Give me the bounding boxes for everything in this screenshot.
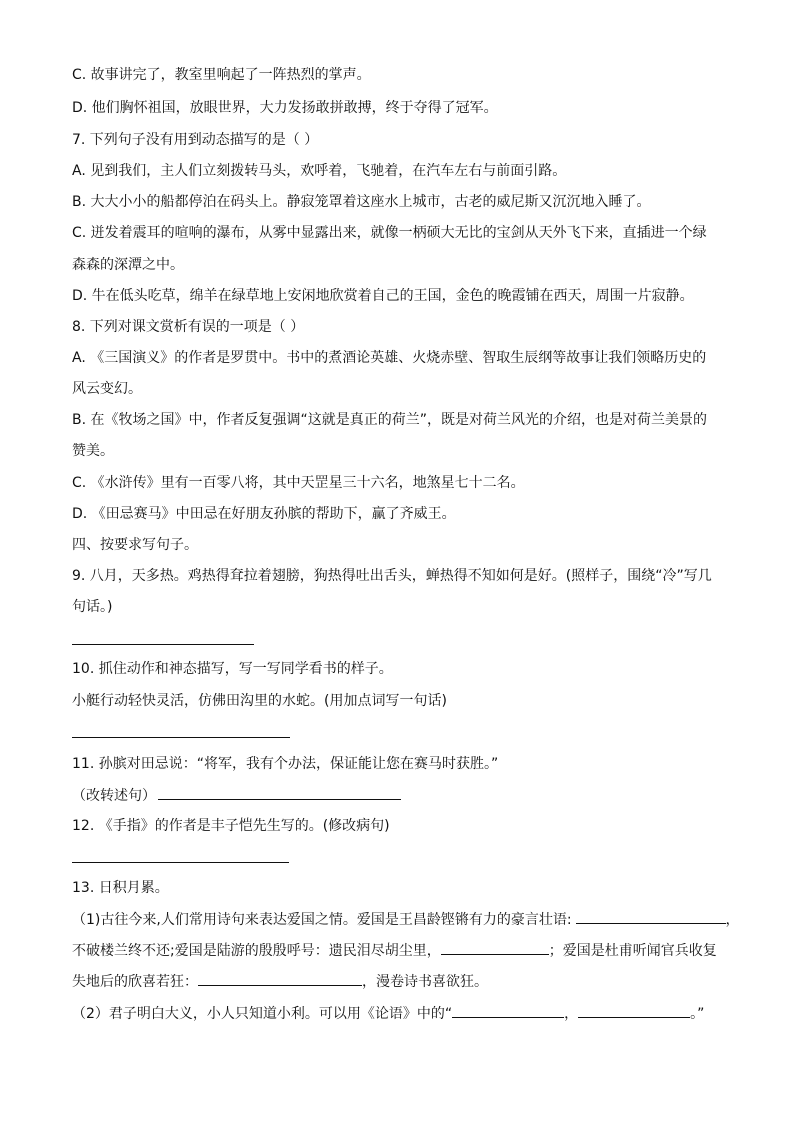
q13-part1-line2: [72, 941, 724, 960]
q7-option-b: B. 大大小小的船都停泊在码头上。静寂笼罩着这座水上城市，古老的威尼斯又沉沉地入睡了。: [72, 194, 651, 210]
q11-line1: 11. 孙膑对田忌说：“将军，我有个办法，保证能让您在赛马时获胜。”: [72, 756, 499, 772]
q13-blank-4[interactable]: [452, 1004, 564, 1018]
q13-part2-comma: ，: [564, 1006, 579, 1022]
q8-option-a-line2: 风云变幻。: [72, 381, 142, 397]
q13-part1-text: （1)古往今来,人们常用诗句来表达爱国之情。爱国是王昌龄铿锵有力的豪言壮语:: [72, 912, 572, 928]
q13-part1-line1: [72, 910, 740, 929]
q13-part1-text-3b: ，漫卷诗书喜欲狂。: [362, 974, 488, 990]
q6-option-d: D. 他们胸怀祖国，放眼世界，大力发扬敢拼敢搏，终于夺得了冠军。: [72, 100, 498, 116]
q11-line2: [72, 786, 724, 805]
q7-option-c-line2: 森森的深潭之中。: [72, 257, 184, 273]
q13-part2-text: （2）君子明白大义，小人只知道小利。可以用《论语》中的“: [72, 1006, 453, 1022]
q8-option-c: C. 《水浒传》里有一百零八将，其中天罡星三十六名，地煞星七十二名。: [72, 475, 525, 491]
q8-stem: 8. 下列对课文赏析有误的一项是（ ）: [72, 319, 305, 335]
q6-option-c: C. 故事讲完了，教室里响起了一阵热烈的掌声。: [72, 67, 371, 83]
q13-part2-line: [72, 1004, 724, 1023]
section-heading: 四、按要求写句子。: [72, 537, 198, 553]
q9-answer-line[interactable]: [72, 644, 254, 645]
q13-blank-3[interactable]: [198, 972, 362, 986]
q7-option-a: A. 见到我们，主人们立刻拨转马头，欢呼着，飞驰着，在汽车左右与前面引路。: [72, 163, 567, 179]
q7-option-d: D. 牛在低头吃草，绵羊在绿草地上安闲地欣赏着自己的王国，金色的晚霞铺在西天，周围一片寂静。: [72, 288, 694, 304]
q13-title: 13. 日积月累。: [72, 880, 169, 896]
q8-option-a-line1: A. 《三国演义》的作者是罗贯中。书中的煮酒论英雄、火烧赤壁、智取生辰纲等故事让我们领略历史的: [72, 350, 707, 366]
q9-line1: 9. 八月，天多热。鸡热得耷拉着翅膀，狗热得吐出舌头，蝉热得不知如何是好。(照样子，围绕“冷”写几: [72, 568, 712, 584]
q11-instruction: （改转述句）: [72, 788, 156, 804]
q10-line1: 10. 抓住动作和神态描写，写一写同学看书的样子。: [72, 661, 393, 677]
q13-blank-1[interactable]: [576, 910, 726, 924]
q13-part1-text-3a: 失地后的欣喜若狂：: [72, 974, 198, 990]
q10-answer-line[interactable]: [72, 737, 290, 738]
q9-line2: 句话。): [72, 599, 113, 615]
q13-comma: ，: [725, 912, 740, 928]
q11-answer-blank[interactable]: [158, 786, 401, 800]
q13-part1-text-2a: 不破楼兰终不还;爱国是陆游的殷殷呼号：遗民泪尽胡尘里，: [72, 943, 441, 959]
q10-line2: 小艇行动轻快灵活，仿佛田沟里的水蛇。(用加点词写一句话): [72, 693, 447, 709]
q8-option-d: D. 《田忌赛马》中田忌在好朋友孙膑的帮助下，赢了齐威王。: [72, 506, 456, 522]
q13-blank-2[interactable]: [441, 941, 549, 955]
q7-stem: 7. 下列句子没有用到动态描写的是（ ）: [72, 132, 319, 148]
q7-option-c-line1: C. 迸发着震耳的喧响的瀑布，从雾中显露出来，就像一柄硕大无比的宝剑从天外飞下来，直插进一个绿: [72, 225, 707, 241]
q8-option-b-line2: 赞美。: [72, 443, 114, 459]
q13-part1-line3: [72, 972, 724, 991]
q12-line1: 12. 《手指》的作者是丰子恺先生写的。(修改病句): [72, 818, 390, 834]
q8-option-b-line1: B. 在《牧场之国》中，作者反复强调“这就是真正的荷兰”，既是对荷兰风光的介绍，也是对荷兰美景的: [72, 412, 708, 428]
q12-answer-line[interactable]: [72, 862, 289, 863]
q13-blank-5[interactable]: [578, 1004, 690, 1018]
q13-part2-end: 。”: [690, 1006, 705, 1022]
q13-part1-text-2b: ；爱国是杜甫听闻官兵收复: [548, 943, 717, 959]
